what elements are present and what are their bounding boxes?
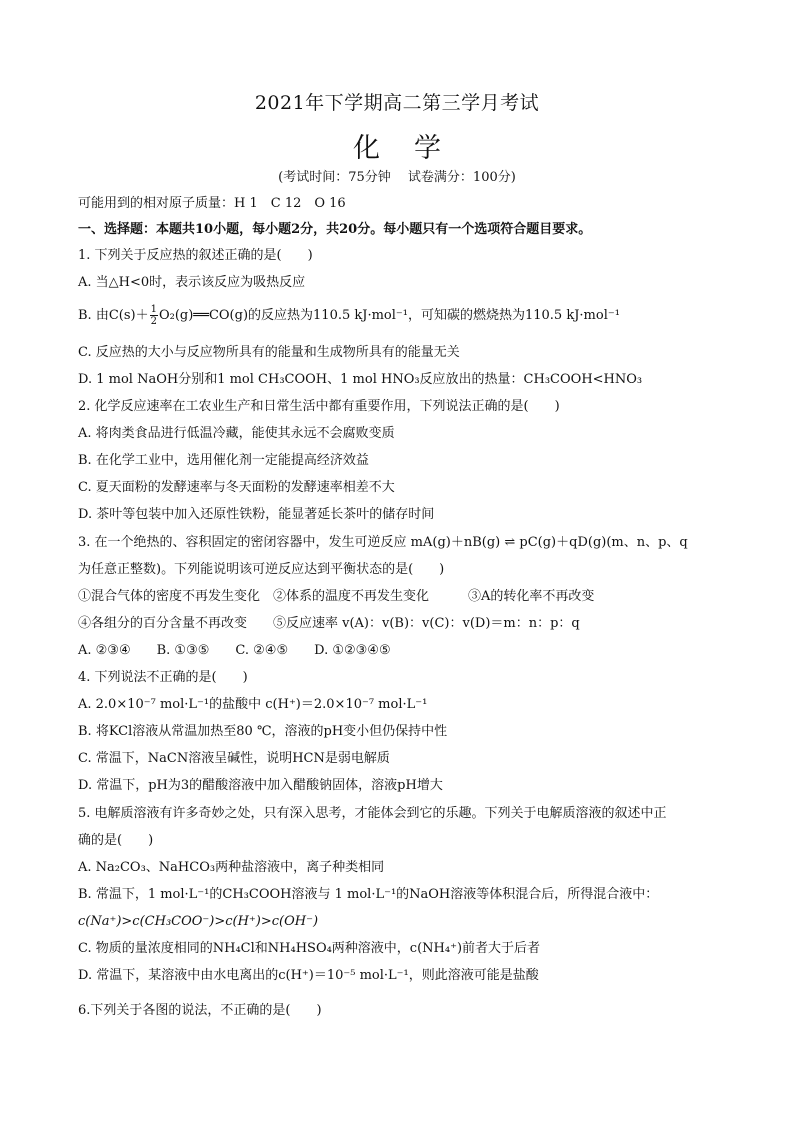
- question-1-option-c: C. 反应热的大小与反应物所具有的能量和生成物所具有的能量无关: [78, 345, 460, 360]
- exam-title: 2021年下学期高二第三学月考试: [254, 92, 540, 114]
- question-2-option-d: D. 茶叶等包装中加入还原性铁粉，能显著延长茶叶的储存时间: [78, 507, 435, 522]
- fraction-denominator: 2: [150, 316, 157, 327]
- question-3-stem-line1: 3. 在一个绝热的、容积固定的密闭容器中，发生可逆反应 mA(g)＋nB(g) ⇌ pC(g)＋qD(g)(m、n、p、q: [78, 535, 688, 550]
- atomic-masses: 可能用到的相对原子质量：H 1 C 12 O 16: [78, 196, 346, 211]
- question-5-option-b-line2: c(Na⁺)>c(CH₃COO⁻)>c(H⁺)>c(OH⁻): [78, 914, 319, 929]
- question-4-option-b: B. 将KCl溶液从常温加热至80 ℃，溶液的pH变小但仍保持中性: [78, 724, 448, 739]
- question-1-stem: 1. 下列关于反应热的叙述正确的是( ): [78, 248, 313, 263]
- question-2-stem: 2. 化学反应速率在工农业生产和日常生活中都有重要作用，下列说法正确的是( ): [78, 399, 560, 414]
- question-4-option-d: D. 常温下，pH为3的醋酸溶液中加入醋酸钠固体，溶液pH增大: [78, 778, 443, 793]
- question-5-option-b-line1: B. 常温下，1 mol·L⁻¹的CH₃COOH溶液与 1 mol·L⁻¹的NaOH溶液等体积混合后，所得混合液中：: [78, 887, 659, 902]
- question-5-option-a: A. Na₂CO₃、NaHCO₃两种盐溶液中，离子种类相同: [78, 860, 385, 875]
- question-1-option-b: [78, 304, 620, 327]
- question-2-option-c: C. 夏天面粉的发酵速率与冬天面粉的发酵速率相差不大: [78, 480, 395, 495]
- question-2-option-b: B. 在化学工业中，选用催化剂一定能提高经济效益: [78, 453, 369, 468]
- question-4-stem: 4. 下列说法不正确的是( ): [78, 670, 248, 685]
- question-3-stem-line2: 为任意正整数)。下列能说明该可逆反应达到平衡状态的是( ): [78, 562, 445, 577]
- fraction-one-half: [150, 304, 158, 327]
- question-2-option-a: A. 将肉类食品进行低温冷藏，能使其永远不会腐败变质: [78, 426, 395, 441]
- question-4-option-c: C. 常温下，NaCN溶液呈碱性，说明HCN是弱电解质: [78, 751, 390, 766]
- question-5-option-d: D. 常温下，某溶液中由水电离出的c(H⁺)＝10⁻⁵ mol·L⁻¹，则此溶液可能是盐酸: [78, 968, 539, 983]
- question-3-statements-row1: ①混合气体的密度不再发生变化 ②体系的温度不再发生变化 ③A的转化率不再改变: [78, 589, 595, 604]
- question-5-stem-line2: 确的是( ): [78, 833, 154, 848]
- option-b-prefix: B. 由C(s)＋: [78, 308, 149, 323]
- fraction-numerator: 1: [150, 304, 157, 315]
- question-5-stem-line1: 5. 电解质溶液有许多奇妙之处，只有深入思考，才能体会到它的乐趣。下列关于电解质溶液的叙述中正: [78, 806, 667, 821]
- section-heading: 一、选择题：本题共10小题，每小题2分，共20分。每小题只有一个选项符合题目要求。: [78, 222, 592, 237]
- question-3-statements-row2: ④各组分的百分含量不再改变 ⑤反应速率 v(A)：v(B)：v(C)：v(D)＝m：n：p：q: [78, 616, 580, 631]
- question-6-stem: 6.下列关于各图的说法，不正确的是( ): [78, 1003, 322, 1018]
- exam-info: (考试时间：75分钟 试卷满分：100分): [278, 170, 516, 185]
- question-1-option-d: D. 1 mol NaOH分别和1 mol CH₃COOH、1 mol HNO₃反应放出的热量：CH₃COOH<HNO₃: [78, 372, 643, 387]
- question-3-choices: A. ②③④ B. ①③⑤ C. ②④⑤ D. ①②③④⑤: [78, 643, 391, 658]
- question-5-option-c: C. 物质的量浓度相同的NH₄Cl和NH₄HSO₄两种溶液中，c(NH₄⁺)前者大于后者: [78, 941, 541, 956]
- question-1-option-a: A. 当△H<0时，表示该反应为吸热反应: [78, 275, 306, 290]
- question-4-option-a: A. 2.0×10⁻⁷ mol·L⁻¹的盐酸中 c(H⁺)＝2.0×10⁻⁷ mol·L⁻¹: [78, 697, 428, 712]
- option-b-suffix: O₂(g)══CO(g)的反应热为110.5 kJ·mol⁻¹，可知碳的燃烧热为110.5 kJ·mol⁻¹: [158, 308, 620, 323]
- subject-heading: 化学: [353, 133, 475, 164]
